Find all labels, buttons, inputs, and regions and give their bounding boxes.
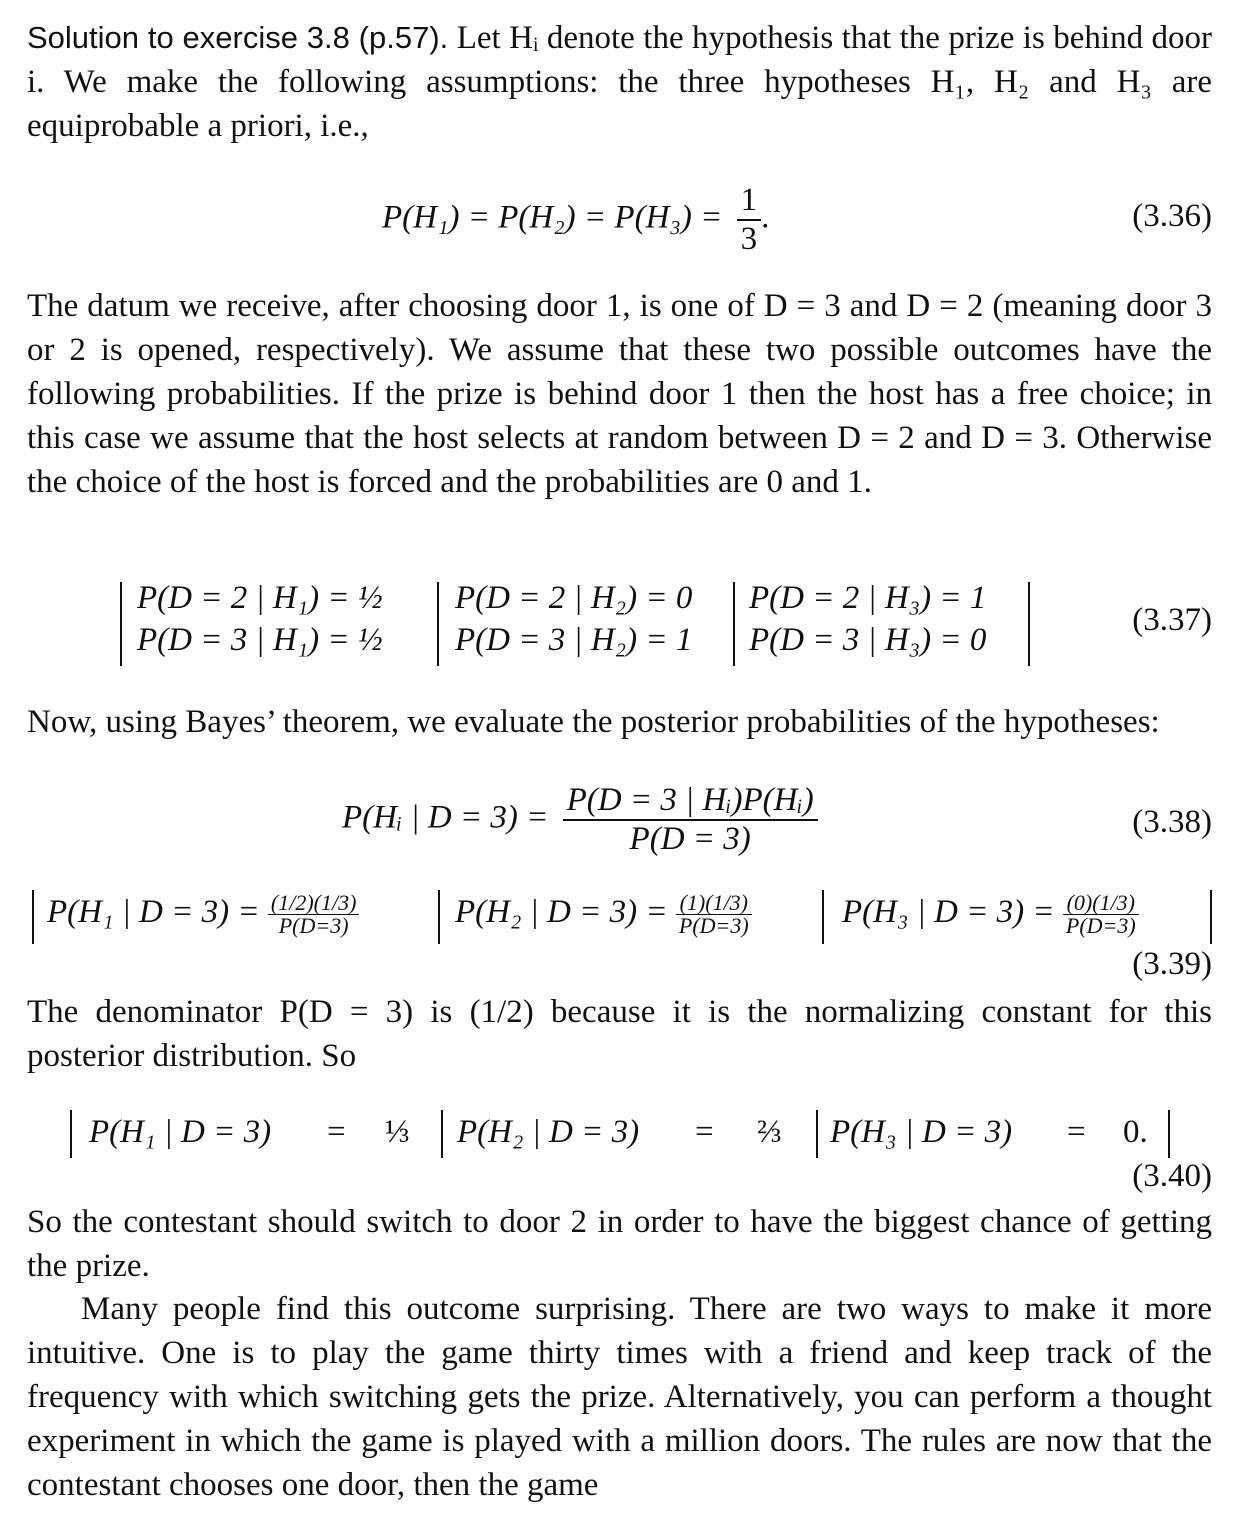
intro-text: Let Hᵢ denote the hypothesis that the prize is behind door i. We make the following assumptions: the three hypotheses H₁, H₂ and H₃ are equiprobable a priori, i.e., xyxy=(27,20,1213,144)
paragraph-conclusion: So the contestant should switch to door 2 in order to have the biggest chance of getting the prize. xyxy=(27,1204,1212,1284)
eq337-r2c3: P(D = 3 | H₃) = 0 xyxy=(749,622,987,658)
eq340-c2-lhs: P(H₂ | D = 3) xyxy=(457,1114,640,1150)
eq337-r2c2: P(D = 3 | H₂) = 1 xyxy=(455,622,693,658)
eq337-r2c1: P(D = 3 | H₁) = ½ xyxy=(137,622,383,658)
paragraph-datum: The datum we receive, after choosing door 1, is one of D = 3 and D = 2 (meaning door 3 or 2 is opened, respectively). We assume that these two possible outcomes have the following probabilities. If the prize is behind door 1 then the host has a free choice; in this case we assume that the host selects at random between D = 2 and D = 3. Otherwise the choice of the host is forced and the probabilities are 0 and 1. xyxy=(27,288,1212,500)
eq339-c1-den: P(D=3) xyxy=(268,914,360,937)
equation-3-36 xyxy=(27,176,1212,256)
equation-3-38 xyxy=(27,782,1212,868)
eq338-den: P(D = 3) xyxy=(563,819,818,858)
eq338-lhs: P(Hᵢ | D = 3) = xyxy=(342,799,549,836)
eq339-c2-num: (1)(1/3) xyxy=(679,890,749,915)
eq339-c1-lhs: P(H₁ | D = 3) = xyxy=(47,894,260,931)
paragraph-intro xyxy=(27,16,1212,148)
eq337-r1c3: P(D = 2 | H₃) = 1 xyxy=(749,580,987,616)
eq340-c3-rhs: 0. xyxy=(1123,1114,1148,1150)
eq339-c2-den: P(D=3) xyxy=(676,914,752,937)
eq339-c2-lhs: P(H₂ | D = 3) = xyxy=(455,894,668,931)
eq340-c1-rhs: ⅓ xyxy=(385,1114,410,1150)
eq339-c3-den: P(D=3) xyxy=(1063,914,1139,937)
solution-heading: Solution to exercise 3.8 (p.57). xyxy=(27,20,449,55)
paragraph-bayes: Now, using Bayes’ theorem, we evaluate the posterior probabilities of the hypotheses: xyxy=(27,704,1160,740)
eq340-c2-rhs: ⅔ xyxy=(757,1114,782,1150)
equation-3-40 xyxy=(27,1108,1212,1200)
eq337-number: (3.37) xyxy=(1132,602,1212,638)
eq338-number: (3.38) xyxy=(1132,804,1212,840)
eq340-c3-lhs: P(H₃ | D = 3) xyxy=(830,1114,1013,1150)
eq336-lhs: P(H₁) = P(H₂) = P(H₃) = xyxy=(382,199,723,236)
eq339-number: (3.39) xyxy=(1132,946,1212,982)
document-page xyxy=(27,0,1212,1526)
equation-3-39 xyxy=(27,884,1212,984)
eq340-c1-lhs: P(H₁ | D = 3) xyxy=(89,1114,272,1150)
paragraph-intuition: Many people find this outcome surprising. There are two ways to make it more intuitive. One is to play the game thirty times with a friend and keep track of the frequency with which switching gets the prize. Alternatively, you can perform a thought experiment in which the game is played with a million doors. The rules are now that the contestant chooses one door, then the game xyxy=(27,1291,1212,1503)
eq340-number: (3.40) xyxy=(1132,1158,1212,1194)
equation-3-37 xyxy=(27,578,1212,670)
eq340-c1-eq: = xyxy=(327,1114,346,1150)
eq337-r1c2: P(D = 2 | H₂) = 0 xyxy=(455,580,693,616)
eq337-r1c1: P(D = 2 | H₁) = ½ xyxy=(137,580,383,616)
paragraph-denominator: The denominator P(D = 3) is (1/2) because it is the normalizing constant for this posterior distribution. So xyxy=(27,994,1212,1074)
eq340-c3-eq: = xyxy=(1067,1114,1086,1150)
eq336-num: 1 xyxy=(740,182,758,218)
eq339-c3-lhs: P(H₃ | D = 3) = xyxy=(842,894,1055,931)
eq338-num: P(D = 3 | Hᵢ)P(Hᵢ) xyxy=(566,782,814,818)
eq336-tail: . xyxy=(761,199,770,236)
eq339-c1-num: (1/2)(1/3) xyxy=(270,890,357,915)
eq340-c2-eq: = xyxy=(695,1114,714,1150)
eq339-c3-num: (0)(1/3) xyxy=(1066,890,1136,915)
eq336-number: (3.36) xyxy=(1132,198,1212,234)
eq336-den: 3 xyxy=(737,219,762,258)
